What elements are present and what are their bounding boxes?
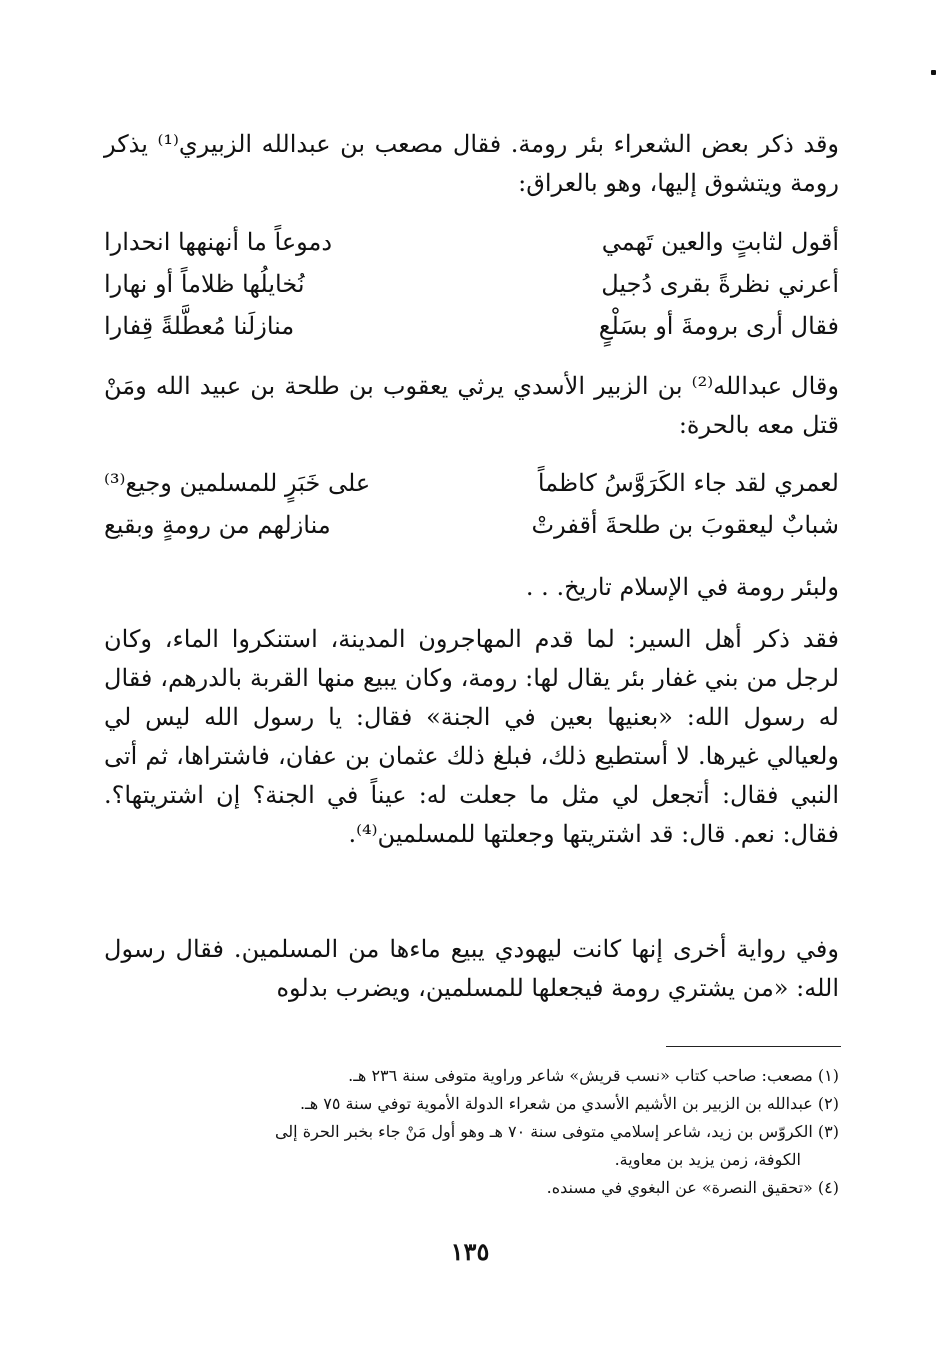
- footnotes: [104, 1062, 839, 1202]
- second-paragraph: وقال عبدالله⁽²⁾ بن الزبير الأسدي يرثي يعقوب بن طلحة بن عبيد الله ومَنْ قتل معه بالحرة:: [104, 372, 839, 439]
- poem-one: [104, 221, 839, 347]
- footnote: (٤) «تحقيق النصرة» عن البغوي في مسنده.: [546, 1178, 839, 1197]
- footnote: (٢) عبدالله بن الزبير بن الأشيم الأسدي من شعراء الدولة الأموية توفي سنة ٧٥ هـ.: [299, 1094, 839, 1113]
- verse-line: [104, 221, 839, 263]
- footnote-separator: [666, 1046, 841, 1047]
- verse-second-hemistich: على خَبَرٍ للمسلمين وجيع⁽³⁾: [104, 469, 371, 497]
- verse-first-hemistich: أقول لثابتٍ والعين تَهمي: [601, 228, 839, 256]
- history-line: ولبئر رومة في الإسلام تاريخ. . .: [525, 573, 839, 601]
- verse-line: [104, 263, 839, 305]
- verse-first-hemistich: أعرني نظرةً بقرى دُجيل: [601, 270, 839, 298]
- closing-paragraph: وفي رواية أخرى إنها كانت ليهودي يبيع ماءها من المسلمين. فقال رسول الله: «من يشتري رومة فيجعلها للمسلمين، ويضرب بدلوه: [104, 935, 839, 1002]
- verse-first-hemistich: لعمري لقد جاء الكَرَوَّسُ كاظماً: [537, 469, 839, 497]
- footnote-continuation: الكوفة، زمن يزيد بن معاوية.: [614, 1150, 801, 1169]
- verse-second-hemistich: نُخايلُها ظلاماً أو نهارا: [104, 270, 305, 298]
- footnote: (١) مصعب: صاحب كتاب «نسب قريش» شاعر وراوية متوفى سنة ٢٣٦ هـ.: [348, 1066, 839, 1085]
- verse-second-hemistich: دموعاً ما أنهنهها انحدارا: [104, 228, 333, 256]
- verse-second-hemistich: منازلَنا مُعطَّلةً قِفارا: [104, 312, 295, 340]
- verse-second-hemistich: منازلهم من رومةٍ وبقيع: [104, 511, 331, 539]
- verse-first-hemistich: شبابٌ ليعقوبَ بن طلحةَ أقفرتْ: [531, 511, 839, 539]
- verse-line: [104, 504, 839, 546]
- verse-line: [104, 462, 839, 504]
- footnote: (٣) الكروّس بن زيد، شاعر إسلامي متوفى سنة ٧٠ هـ وهو أول مَنْ جاء بخبر الحرة إلى: [274, 1122, 839, 1141]
- intro-paragraph: وقد ذكر بعض الشعراء بئر رومة. فقال مصعب بن عبدالله الزبيري⁽¹⁾ يذكر رومة ويتشوق إليها، وهو بالعراق:: [104, 130, 840, 197]
- story-paragraph: فقد ذكر أهل السير: لما قدم المهاجرون المدينة، استنكروا الماء، وكان لرجل من بني غفار بئر يقال لها: رومة، وكان يبيع منها القربة بالدرهم، فقال له رسول الله: «بعنيها بعين في الجنة» فقال: يا رسول الله ليس لي ولعيالي غيرها. لا أستطيع ذلك، فبلغ ذلك عثمان بن عفان، فاشتراها، ثم أتى النبي فقال: أتجعل لي مثل ما جعلت له: عيناً في الجنة؟ إن اشتريتها؟. فقال: نعم. قال: قد اشتريتها وجعلتها للمسلمين⁽⁴⁾.: [104, 625, 840, 848]
- verse-line: [104, 305, 839, 347]
- verse-first-hemistich: فقال أرى برومةَ أو بسَلْعٍ: [598, 312, 839, 340]
- poem-two: [104, 462, 839, 546]
- margin-mark: [931, 70, 936, 75]
- page-number: ١٣٥: [450, 1237, 490, 1266]
